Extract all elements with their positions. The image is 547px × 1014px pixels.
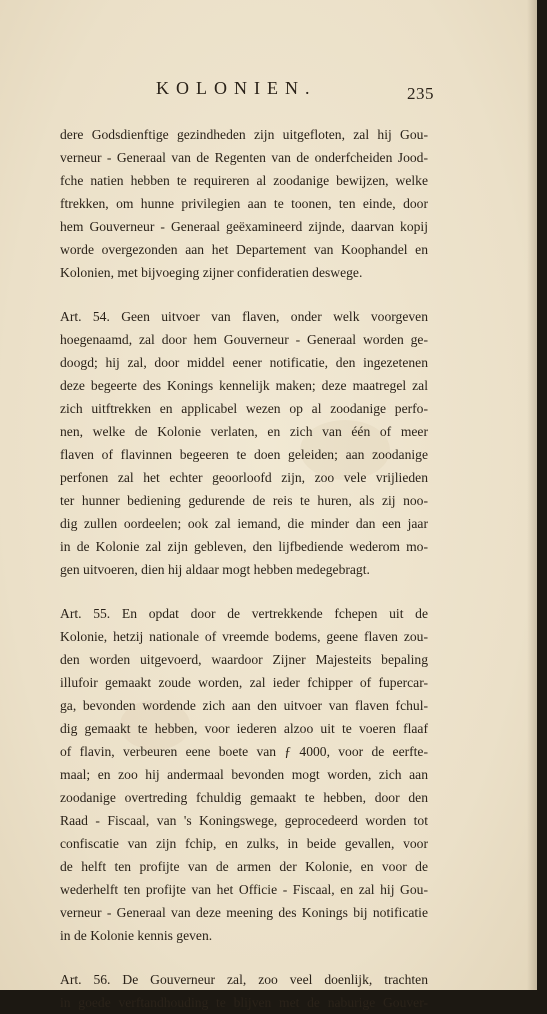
page-number: 235 (407, 84, 434, 103)
paragraph-art-56 (60, 968, 428, 1014)
text-line: verneur - Generaal van de Regenten van de onderfcheiden Jood- (60, 150, 428, 165)
text-line: ter hunner bediening gedurende de reis te huren, als zij noo- (60, 493, 428, 508)
text-line: in goede verftandhouding te blijven met de naburige Gouver- (60, 995, 428, 1010)
text-line: dere Godsdienftige gezindheden zijn uitgefloten, zal hij Gou- (60, 127, 428, 142)
text-line: perfonen zal het echter geoorloofd zijn, zoo vele vrijlieden (60, 470, 428, 485)
text-line: deze begeerte des Konings kennelijk maken; deze maatregel zal (60, 378, 428, 393)
text-line: Raad - Fiscaal, van 's Koningswege, geprocedeerd worden tot (60, 813, 428, 828)
text-line: hoegenaamd, zal door hem Gouverneur - Generaal worden ge- (60, 332, 428, 347)
text-line: Art. 56. De Gouverneur zal, zoo veel doenlijk, trachten (60, 972, 428, 987)
text-line: gen uitvoeren, dien hij aldaar mogt hebben medegebragt. (60, 562, 370, 577)
text-line: Art. 54. Geen uitvoer van flaven, onder welk voorgeven (60, 309, 428, 324)
text-line: maal; en zoo hij andermaal bevonden mogt worden, zich aan (60, 767, 428, 782)
page-body (60, 123, 428, 1014)
text-line: Kolonie, hetzij nationale of vreemde bodems, geene flaven zou- (60, 629, 428, 644)
text-line: ftrekken, om hunne privilegien aan te toonen, ten einde, door (60, 196, 428, 211)
text-line: fche natien hebben te requireren al zoodanige bewijzen, welke (60, 173, 428, 188)
text-line: zoodanige overtreding fchuldig gemaakt te hebben, door den (60, 790, 428, 805)
text-line: illufoir gemaakt zoude worden, zal ieder fchipper of fupercar- (60, 675, 428, 690)
text-line: de helft ten profijte van de armen der Kolonie, en voor de (60, 859, 428, 874)
text-line: in de Kolonie zal zijn gebleven, den lijfbediende wederom mo- (60, 539, 428, 554)
page-header (44, 78, 444, 104)
text-line: dig gemaakt te hebben, voor iederen alzoo uit te voeren flaaf (60, 721, 428, 736)
paragraph-art-54 (60, 305, 428, 581)
text-line: worde overgezonden aan het Departement van Koophandel en (60, 242, 428, 257)
text-line: confiscatie van zijn fchip, en zulks, in beide gevallen, voor (60, 836, 428, 851)
text-line: zich uitftrekken en applicabel wezen op al zoodanige perfo- (60, 401, 428, 416)
text-line: Art. 55. En opdat door de vertrekkende fchepen uit de (60, 606, 428, 621)
text-line: hem Gouverneur - Generaal geëxamineerd zijnde, daarvan kopij (60, 219, 428, 234)
text-line: in de Kolonie kennis geven. (60, 928, 213, 943)
text-line: verneur - Generaal van deze meening des Konings bij notificatie (60, 905, 428, 920)
text-line: ga, bevonden wordende zich aan den uitvoer van flaven fchul- (60, 698, 428, 713)
paragraph-continuation (60, 123, 428, 284)
running-title: KOLONIEN. (156, 78, 317, 98)
text-line: flaven of flavinnen begeeren te doen geleiden; aan zoodanige (60, 447, 428, 462)
text-line: nen, welke de Kolonie verlaten, en zich van één of meer (60, 424, 428, 439)
text-line: of flavin, verbeuren eene boete van ƒ 4000, voor de eerfte- (60, 744, 428, 759)
text-line: den worden uitgevoerd, waardoor Zijner Majesteits bepaling (60, 652, 428, 667)
text-line: Kolonien, met bijvoeging zijner confideratien deswege. (60, 265, 363, 280)
text-line: wederhelft ten profijte van het Officie - Fiscaal, en zal hij Gou- (60, 882, 428, 897)
paragraph-art-55 (60, 602, 428, 947)
text-line: dig zullen oordeelen; ook zal iemand, die minder dan een jaar (60, 516, 428, 531)
text-line: doogd; hij zal, door middel eener notificatie, den ingezetenen (60, 355, 428, 370)
